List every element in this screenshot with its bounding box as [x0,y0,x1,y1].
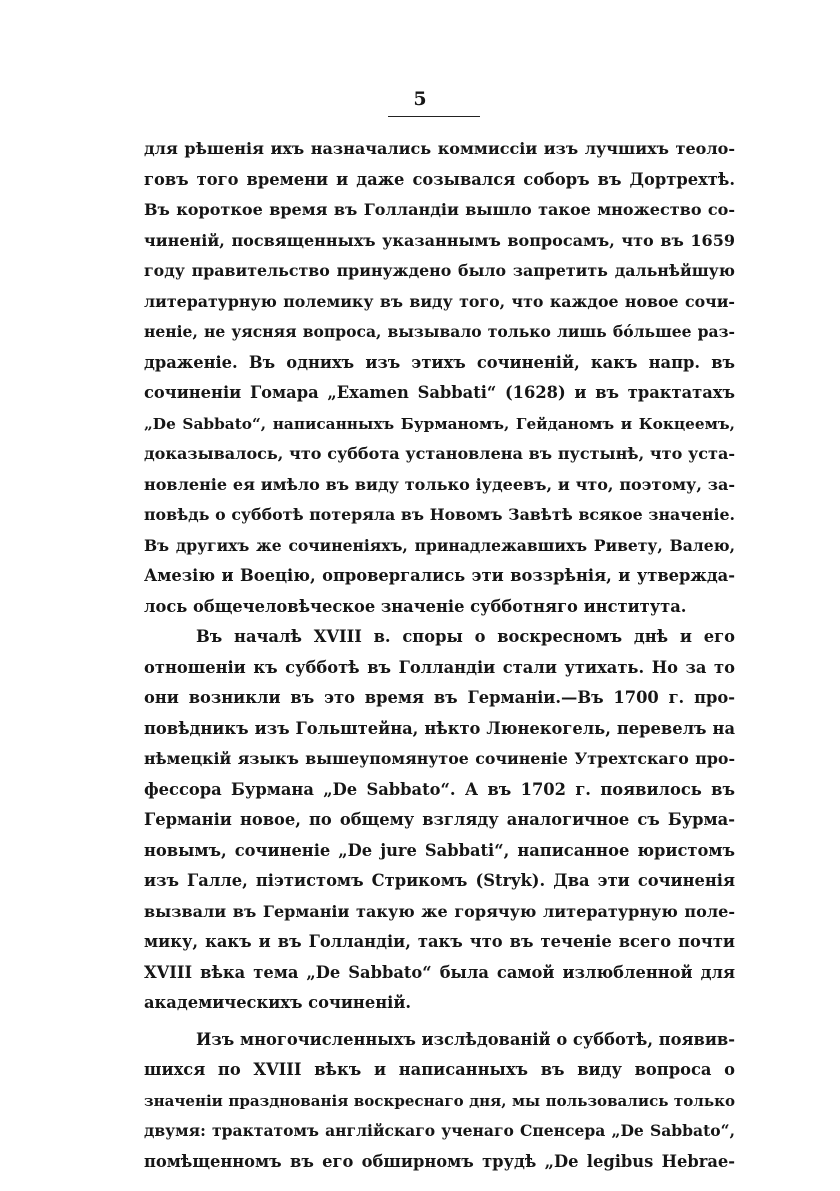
text-line: для рѣшенія ихъ назначались коммиссіи изъ лучшихъ теоло- [144,139,735,158]
text-line: лось общечеловѣческое значеніе субботняго института. [144,596,687,616]
text-line: повѣдникъ изъ Гольштейна, нѣкто Люнекогель, перевелъ на [144,718,735,738]
text-line: литературную полемику въ виду того, что каждое новое сочи- [144,291,735,311]
text-line: нѣмецкій языкъ вышеупомянутое сочиненіе Утрехтскаго про- [144,749,735,768]
page-number-rule [388,116,480,117]
text-line: помѣщенномъ въ его обширномъ трудѣ „De legibus Hebrae- [144,1151,735,1171]
text-line: шихся по XVIII вѣкъ и написанныхъ въ виду вопроса о [144,1060,735,1079]
text-line: значеніи празднованія воскреснаго дня, мы пользовались только [144,1091,735,1110]
text-line: сочиненіи Гомара „Examen Sabbati“ (1628) и въ трактатахъ [144,383,735,402]
text-line: году правительство принуждено было запретить дальнѣйшую [144,261,735,280]
text-line: XVIII вѣка тема „De Sabbato“ была самой излюбленной для [144,962,735,982]
text-line: Въ началѣ XVIII в. споры о воскресномъ днѣ и его [196,627,735,646]
text-line: говъ того времени и даже созывался соборъ въ Дортрехтѣ. [144,169,735,189]
text-line: отношеніи къ субботѣ въ Голландіи стали утихать. Но за то [144,657,735,677]
text-line: Германіи новое, по общему взгляду аналогичное съ Бурма- [144,810,735,829]
text-line: вызвали въ Германіи такую же горячую литературную поле- [144,901,735,921]
text-line: мику, какъ и въ Голландіи, такъ что въ теченіе всего почти [144,932,735,951]
body-text [144,134,735,1177]
text-line: изъ Галле, піэтистомъ Стрикомъ (Stryk). Два эти сочиненія [144,871,735,890]
text-line: неніе, не уясняя вопроса, вызывало только лишь бо́льшее раз- [144,322,735,341]
text-line: повѣдь о субботѣ потеряла въ Новомъ Завѣтѣ всякое значеніе. [144,505,735,524]
paragraph-1 [144,134,735,622]
paragraph-2 [144,622,735,1019]
text-line: доказывалось, что суббота установлена въ пустынѣ, что уста- [144,444,735,463]
paragraph-3 [144,1025,735,1178]
page-number: 5 [413,88,427,110]
text-line: они возникли въ это время въ Германіи.—Въ 1700 г. про- [144,688,735,707]
text-line: Изъ многочисленныхъ изслѣдованій о субботѣ, появив- [196,1029,735,1049]
text-line: Амезію и Воецію, опровергались эти воззрѣнія, и утвержда- [144,566,735,585]
text-line: „De Sabbato“, написанныхъ Бурманомъ, Гейданомъ и Кокцеемъ, [144,414,735,433]
text-line: Въ короткое время въ Голландіи вышло такое множество со- [144,200,735,219]
text-line: Въ другихъ же сочиненіяхъ, принадлежавшихъ Ривету, Валею, [144,535,735,555]
text-line: драженіе. Въ однихъ изъ этихъ сочиненій, какъ напр. въ [144,352,735,372]
text-line: академическихъ сочиненій. [144,993,412,1012]
text-line: фессора Бурмана „De Sabbato“. А въ 1702 г. появилось въ [144,779,735,799]
text-line: чиненій, посвященныхъ указаннымъ вопросамъ, что въ 1659 [144,230,735,250]
text-line: новымъ, сочиненіе „De jure Sabbati“, написанное юристомъ [144,840,735,860]
text-line: новленіе ея имѣло въ виду только іудеевъ, и что, поэтому, за- [144,474,735,494]
text-line: двумя: трактатомъ англійскаго ученаго Спенсера „De Sabbato“, [144,1121,735,1140]
